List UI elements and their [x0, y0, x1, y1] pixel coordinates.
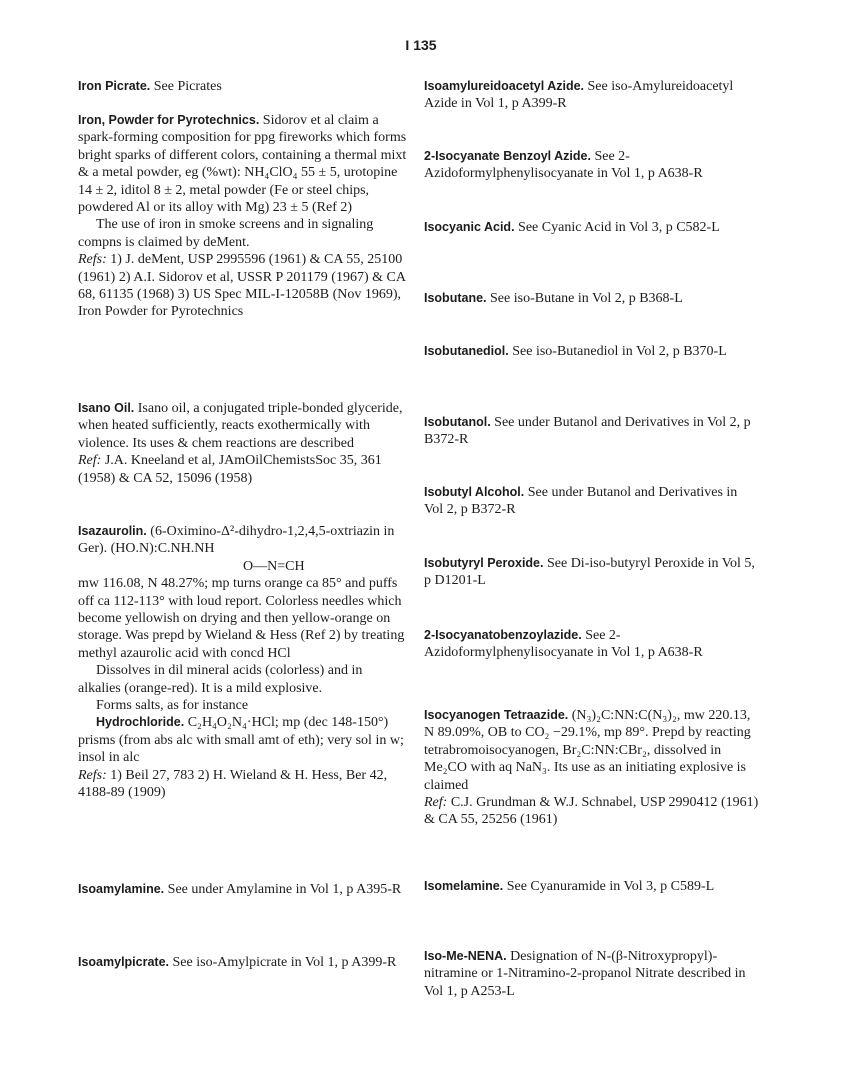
entry-text: See Di-iso-butyryl Peroxide in Vol 5, p D1201-L — [424, 556, 755, 589]
entry-text: See 2-Azidoformylphenylisocyanate in Vol 1, p A638-R — [424, 149, 703, 182]
headword: Isobutyryl Peroxide. — [424, 556, 544, 570]
entry-isobutyl-alcohol — [424, 484, 759, 519]
entry-paragraph: mw 116.08, N 48.27%; mp turns orange ca 85° and puffs off ca 112-113° with loud report. Colorless needles which become yellowish on drying and then yellow-orange on storage. Was prepd by Wieland & Hess (Ref 2) by treating methyl azaurolic acid with concd HCl — [78, 576, 405, 661]
entry-text: Isano oil, a conjugated triple-bonded glyceride, when heated sufficiently, reacts exothermically with violence. Its uses & chem reactions are described — [78, 401, 403, 451]
refs-text: 1) J. deMent, USP 2995596 (1961) & CA 55, 25100 (1961) 2) A.I. Sidorov et al, USSR P 201179 (1967) & CA 68, 61135 (1968) 3) US Spec MIL-I-12058B (Nov 1969), Iron Powder for Pyrotechnics — [78, 252, 406, 320]
entry-iron-picrate — [78, 78, 408, 95]
page-number: I 135 — [405, 37, 437, 53]
headword: Isoamylpicrate. — [78, 955, 170, 969]
sub-text: C₂H₄O₂N₄·HCl; mp (dec 148-150°) prisms (from abs alc with small amt of eth); very sol in w; insol in alc — [78, 715, 404, 766]
entry-isocyanogen-tetraazide — [424, 707, 759, 829]
entry-text: See iso-Amylpicrate in Vol 1, p A399-R — [172, 955, 397, 970]
entry-text: See 2-Azidoformylphenylisocyanate in Vol 1, p A638-R — [424, 628, 703, 661]
entry-isoamylamine — [78, 881, 408, 898]
headword: Iron, Powder for Pyrotechnics. — [78, 113, 260, 127]
entry-paragraph: Forms salts, as for instance — [96, 698, 249, 714]
ref-label: Ref: — [424, 795, 448, 811]
refs-text: 1) Beil 27, 783 2) H. Wieland & H. Hess, Ber 42, 4188-89 (1909) — [78, 767, 388, 801]
headword: Isoamylureidoacetyl Azide. — [424, 79, 585, 93]
entry-text: See Cyanuramide in Vol 3, p C589-L — [506, 879, 715, 894]
headword: Isobutanediol. — [424, 344, 509, 358]
headword: 2-Isocyanate Benzoyl Azide. — [424, 149, 591, 163]
entry-isomelamine — [424, 878, 759, 895]
headword: Isocyanic Acid. — [424, 220, 515, 234]
headword: Isocyanogen Tetraazide. — [424, 708, 569, 722]
entry-2-isocyanatobenzoylazide — [424, 627, 759, 662]
entry-text: Designation of N-(β-Nitroxypropyl)-nitramine or 1-Nitramino-2-propanol Nitrate described in Vol 1, p A253-L — [424, 949, 746, 999]
entry-isoamylpicrate — [78, 954, 408, 971]
refs-label: Refs: — [78, 767, 107, 783]
entry-iso-me-nena — [424, 948, 759, 1000]
structural-formula: O—N=CH — [243, 558, 305, 574]
headword: Iron Picrate. — [78, 79, 151, 93]
entry-text: See iso-Butanediol in Vol 2, p B370-L — [512, 344, 727, 359]
entry-text: See under Amylamine in Vol 1, p A395-R — [167, 882, 402, 897]
entry-isoamylureidoacetyl-azide — [424, 78, 759, 113]
ref-label: Ref: — [78, 453, 102, 469]
entry-isano-oil — [78, 400, 408, 487]
entry-isobutyryl-peroxide — [424, 555, 759, 590]
entry-paragraph: Dissolves in dil mineral acids (colorless) and in alkalies (orange-red). It is a mild explosive. — [78, 663, 363, 696]
entry-text: Sidorov et al claim a spark-forming composition for ppg fireworks which forms bright sparks of different colors, containing a thermal mixt & a metal powder, eg (%wt): NH₄ClO₄ 55 ± 5, urotopine 14 ± 2, iditol 8 ± 2, metal powder (Fe or steel chips, powdered Al or its alloy with Mg) 23 ± 5 (Ref 2) — [78, 113, 407, 216]
entry-paragraph: The use of iron in smoke screens and in signaling compns is claimed by deMent. — [78, 217, 374, 250]
headword: Iso-Me-NENA. — [424, 949, 507, 963]
entry-2-isocyanate-benzoyl-azide — [424, 148, 759, 183]
entry-isazaurolin — [78, 523, 408, 802]
headword: Isazaurolin. — [78, 524, 147, 538]
ref-text: J.A. Kneeland et al, JAmOilChemistsSoc 35, 361 (1958) & CA 52, 15096 (1958) — [78, 453, 382, 486]
entry-isobutane — [424, 290, 759, 307]
headword: Isomelamine. — [424, 879, 504, 893]
entry-isocyanic-acid — [424, 219, 759, 236]
entry-text: See Cyanic Acid in Vol 3, p C582-L — [518, 220, 720, 235]
entry-isobutanol — [424, 414, 759, 449]
headword: Isobutane. — [424, 291, 487, 305]
headword: Isano Oil. — [78, 401, 135, 415]
headword: Isobutyl Alcohol. — [424, 485, 525, 499]
entry-text: See under Butanol and Derivatives in Vol 2, p B372-R — [424, 485, 738, 518]
sub-headword: Hydrochloride. — [96, 715, 185, 730]
headword: Isoamylamine. — [78, 882, 165, 896]
entry-text: (6-Oximino-Δ²-dihydro-1,2,4,5-oxtriazin in Ger). (HO.N):C.NH.NH — [78, 524, 395, 557]
refs-label: Refs: — [78, 252, 107, 268]
entry-text: See under Butanol and Derivatives in Vol 2, p B372-R — [424, 415, 751, 448]
entry-text: (N₃)₂C:NN:C(N₃)₂, mw 220.13, N 89.09%, OB to CO₂ −29.1%, mp 89°. Prepd by reacting tetrabromoisocyanogen, Br₂C:NN:CBr₂, dissolved in Me₂CO with aq NaN₃. Its use as an initiating explosive is claimed — [424, 708, 751, 793]
ref-text: C.J. Grundman & W.J. Schnabel, USP 2990412 (1961) & CA 55, 25256 (1961) — [424, 795, 759, 828]
entry-iron-powder — [78, 112, 408, 321]
headword: 2-Isocyanatobenzoylazide. — [424, 628, 582, 642]
entry-isobutanediol — [424, 343, 759, 360]
entry-text: See iso-Amylureidoacetyl Azide in Vol 1, p A399-R — [424, 79, 734, 112]
entry-text: See Picrates — [153, 79, 222, 94]
headword: Isobutanol. — [424, 415, 491, 429]
entry-text: See iso-Butane in Vol 2, p B368-L — [490, 291, 683, 306]
